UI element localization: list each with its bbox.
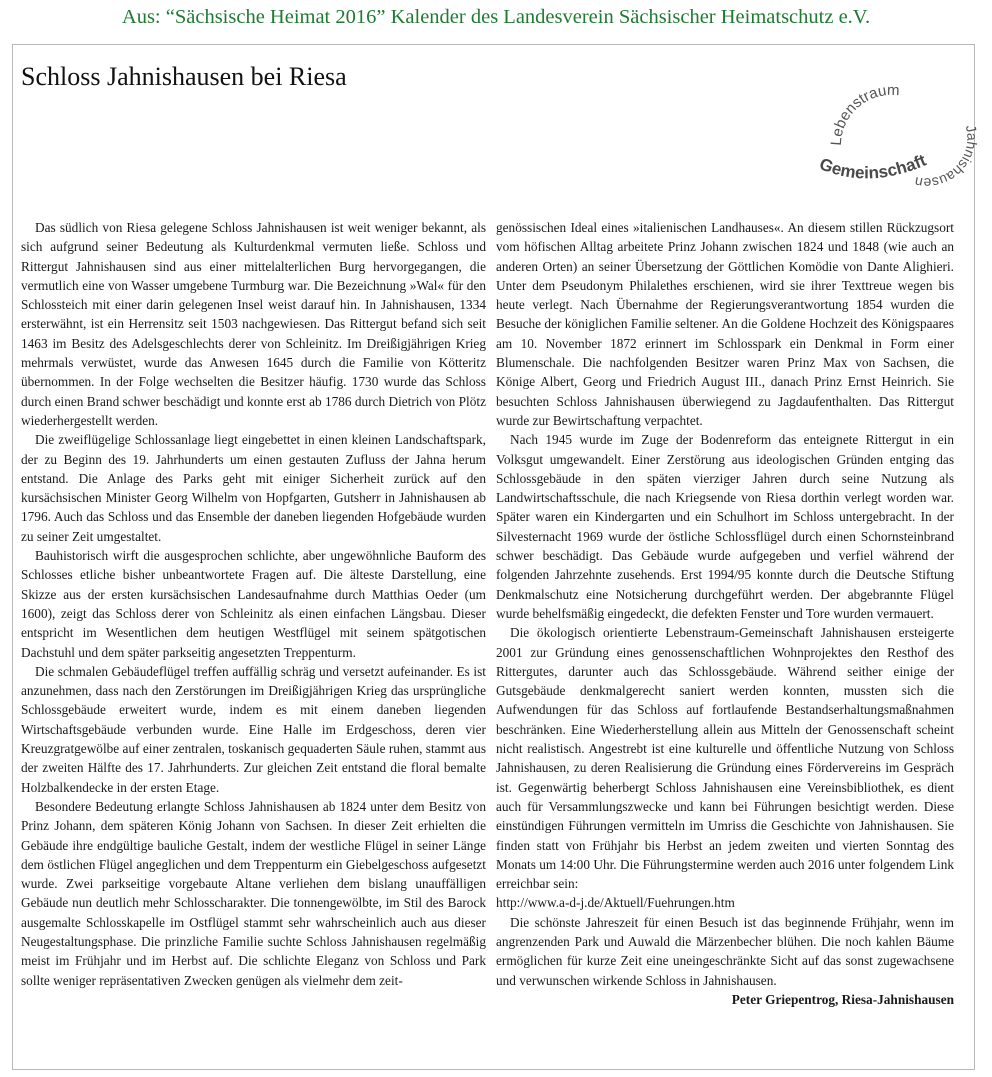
paragraph-continuation: genössischen Ideal eines »italienischen Landhauses«. An diesem stillen Rückzugsort vom höfischen Alltag arbeitete Prinz Johann zwischen 1824 und 1848 (wie auch an anderen Orten) an seiner Übersetzung der Göttlichen Komödie von Dante Alighieri. Unter dem Pseudonym Philalethes erschienen, wird sie ihrer Texttreue wegen bis heute verlegt. Nach Übernahme der Regierungsverantwortung 1854 wurden die Besuche der königlichen Familie seltener. An die Goldene Hochzeit des Königspaares am 10. November 1872 erinnert im Schlosspark ein Denkmal in Form einer Blumenschale. Die nachfolgenden Besitzer waren Prinz Max von Sachsen, die Könige Albert, Georg und Friedrich August III., danach Prinz Ernst Heinrich. Sie besuchten Schloss Jahnishausen überwiegend zu Jagdaufenthalten. Das Rittergut wurde zur Bewirtschaftung verpachtet. bbox=[496, 220, 954, 428]
logo-text-top: Lebenstraum bbox=[827, 81, 900, 147]
paragraph: Die ökologisch orientierte Lebenstraum-Gemeinschaft Jahnishausen ersteigerte 2001 zur Gründung eines genossenschaftlichen Wohnprojektes den Resthof des Rittergutes, darunter auch das Schlossgebäude. Während seither einige der Gutsgebäude denkmalgerecht saniert werden konnten, mussten sich die Aufwendungen für das Schloss auf fortlaufende Bestandserhaltungsmaßnahmen beschränken. Eine Wiederherstellung allein aus Mitteln der Genossenschaft scheint nicht realistisch. Angestrebt ist eine kulturelle und öffentliche Nutzung von Schloss Jahnishausen, zu deren Realisierung die Gründung eines Fördervereins im Gespräch ist. Gegenwärtig beherbergt Schloss Jahnishausen eine Vereinsbibliothek, es dient auch für Versammlungszwecke und kann bei Führungen besichtigt werden. Diese einstündigen Führungen vermitteln im Umriss die Geschichte von Jahnishausen. Sie finden statt von Frühjahr bis Herbst an jedem zweiten und vierten Sonntag des Monats um 14:00 Uhr. Die Führungstermine werden auch 2016 unter folgendem Link erreichbar sein: bbox=[496, 625, 954, 892]
paragraph: Die zweiflügelige Schlossanlage liegt eingebettet in einen kleinen Landschaftspark, der zu Beginn des 19. Jahrhunderts um einen gestauten Zufluss der Jahna herum entstand. Die Anlage des Parks geht mit einiger Sicherheit zurück auf den kursächsischen Minister Georg Wilhelm von Hopfgarten, Gutsherr in Jahnishausen ab 1796. Auch das Schloss und das Ensemble der daneben liegenden Hofgebäude wurden zu seiner Zeit umgestaltet. bbox=[21, 432, 486, 544]
left-column bbox=[21, 218, 486, 990]
paragraph: Bauhistorisch wirft die ausgesprochen schlichte, aber ungewöhnliche Bauform des Schlosses etliche bisher unbeantwortete Fragen auf. Die älteste Darstellung, eine Skizze aus der ersten kursächsischen Landesaufnahme durch Matthias Oeder (um 1600), zeigt das Schloss derer von Schleinitz als einen einfachen Längsbau. Dieser entspricht im Wesentlichen dem heutigen Westflügel mit seinem spätgotischen Dachstuhl und dem später parkseitig angesetzten Treppenturm. bbox=[21, 548, 486, 660]
logo-text-middle: Jahnishausen bbox=[913, 123, 981, 192]
right-column bbox=[496, 218, 954, 1009]
paragraph: Nach 1945 wurde im Zuge der Bodenreform das enteignete Rittergut in ein Volksgut umgewandelt. Einer Zerstörung aus ideologischen Gründen entging das Schlossgebäude in den späten vierziger Jahren durch seine Nutzung als Landwirtschaftsschule, die nach Kriegsende von Riesa dorthin verlegt worden war. Später waren ein Kindergarten und ein Schulhort im Schloss untergebracht. In der Silvesternacht 1969 wurde der östliche Schlossflügel durch einen Schornsteinbrand schwer beschädigt. Das Gebäude wurde aufgegeben und verfiel während der folgenden Jahrzehnte zusehends. Erst 1994/95 konnte durch die Deutsche Stiftung Denkmalschutz eine Notsicherung durchgeführt werden. Der abgebrannte Flügel wurde behelfsmäßig eingedeckt, die defekten Fenster und Tore wurden vermauert. bbox=[496, 432, 954, 621]
article-title: Schloss Jahnishausen bei Riesa bbox=[21, 62, 347, 91]
paragraph: Besondere Bedeutung erlangte Schloss Jahnishausen ab 1824 unter dem Besitz von Prinz Johann, dem späteren König Johann von Sachsen. In dieser Zeit erhielten die Gebäude ihre endgültige bauliche Gestalt, indem der westliche Flügel in seiner Länge dem östlichen Flügel angeglichen und dem Treppenturm ein Giebelgeschoss aufgesetzt wurde. Zwei parkseitige vorgebaute Altane verliehen dem bislang unauffälligen Gebäude nun deutlich mehr Schlosscharakter. Die tonnengewölbte, im Stil des Barock ausgemalte Schlosskapelle im Ostflügel stammt sehr wahrscheinlich auch aus dieser Neugestaltungsphase. Die prinzliche Familie suchte Schloss Jahnishausen regelmäßig meist im Frühjahr und im Herbst auf. Die schlichte Eleganz von Schloss und Park sollte weniger repräsentativen Zwecken genügen als vielmehr dem zeit- bbox=[21, 798, 486, 988]
paragraph: Die schönste Jahreszeit für einen Besuch ist das beginnende Frühjahr, wenn im angrenzenden Park und Auwald die Märzenbecher blühen. Die noch kahlen Bäume ermöglichen für kurze Zeit eine uneingeschränkte Sicht auf das sonst zugewachsene und verwunschen wirkende Schloss in Jahnishausen. bbox=[496, 914, 954, 988]
community-logo bbox=[806, 54, 981, 196]
author-byline: Peter Griepentrog, Riesa-Jahnishausen bbox=[731, 991, 954, 1007]
paragraph: Die schmalen Gebäudeflügel treffen auffällig schräg und versetzt aufeinander. Es ist anzunehmen, dass nach den Zerstörungen im Dreißigjährigen Krieg das ursprüngliche Schlossgebäude erweitert wurde, indem es mit einem daneben liegenden Wirtschaftsgebäude verbunden wurde. Eine Halle im Erdgeschoss, deren vier Kreuzgratgewölbe auf einer zentralen, toskanisch gequaderten Säule ruhen, stammt aus der zweiten Hälfte des 17. Jahrhunderts. Zur gleichen Zeit entstand die floral bemalte Holzbalkendecke in der ersten Etage. bbox=[21, 663, 486, 795]
tour-link[interactable]: http://www.a-d-j.de/Aktuell/Fuehrungen.htm bbox=[496, 895, 735, 911]
source-line: Aus: “Sächsische Heimat 2016” Kalender des Landesverein Sächsischer Heimatschutz e.V. bbox=[121, 6, 871, 28]
paragraph: Das südlich von Riesa gelegene Schloss Jahnishausen ist weit weniger bekannt, als sich aufgrund seiner Bedeutung als Kulturdenkmal vermuten ließe. Schloss und Rittergut Jahnishausen sind aus einer mittelalterlichen Burg hervorgegangen, die vermutlich eine von Wasser umgebene Turmburg war. Die Bezeichnung »Wal« für den Schlossteich mit einer darin gelegenen Insel weist darauf hin. In Jahnishausen, 1334 ersterwähnt, ist ein Herrensitz seit 1503 nachgewiesen. Das Rittergut befand sich seit 1463 im Besitz des Adelsgeschlechts derer von Schleinitz. Im Dreißigjährigen Krieg mehrmals verwüstet, wurde das Anwesen 1645 durch die Familie von Kötteritz übernommen. In der Folge wechselten die Besitzer häufig. 1730 wurde das Schloss durch einen Brand schwer beschädigt und konnte erst ab 1786 durch Dietrich von Plötz wiederhergestellt werden. bbox=[21, 220, 486, 428]
logo-text-bottom: Gemeinschaft bbox=[816, 150, 929, 183]
